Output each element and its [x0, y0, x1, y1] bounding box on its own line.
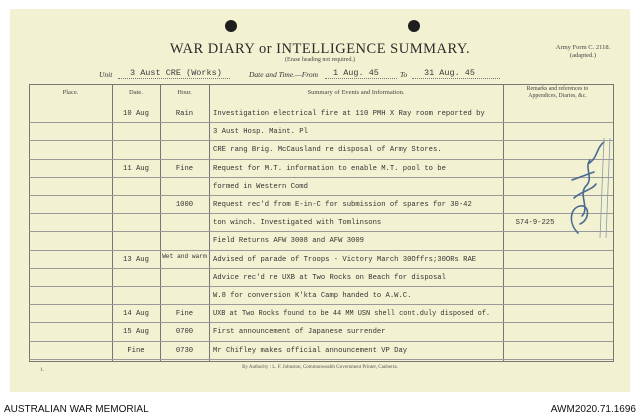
form-reference-line1: Army Form C. 2118. — [555, 44, 611, 51]
row-summary: formed in Western Comd — [213, 182, 308, 191]
page-number: 1. — [40, 367, 45, 373]
row-hour: 0700 — [175, 328, 194, 337]
row-summary: Advised of parade of Troops - Victory March 30Offrs;30ORs RAE — [213, 255, 477, 264]
from-dotline — [325, 78, 397, 79]
col-divider-date — [160, 84, 161, 361]
row-rule — [29, 286, 613, 287]
date-from-value: 1 Aug. 45 — [333, 68, 379, 78]
row-hour: Fine — [175, 164, 194, 173]
row-rule — [29, 195, 613, 196]
form-subtitle: (Erase heading not required.) — [285, 57, 355, 63]
row-hour: Fine — [175, 310, 194, 319]
to-dotline — [412, 78, 500, 79]
row-rule — [29, 231, 613, 232]
row-rule — [29, 250, 613, 251]
row-date: 10 Aug — [123, 110, 149, 118]
printer-notice: By Authority : L. F. Johnston, Commonwealth Government Printer, Canberra. — [242, 365, 398, 370]
row-date: 15 Aug — [123, 328, 149, 337]
header-hour: Hour. — [177, 89, 192, 96]
row-rule — [29, 341, 613, 342]
punch-hole-right — [408, 20, 420, 32]
handwritten-signature — [560, 128, 615, 243]
row-rule — [29, 177, 613, 178]
date-to-label: To — [400, 70, 408, 79]
row-hour: Rain — [175, 110, 194, 118]
row-summary: 3 Aust Hosp. Maint. Pl — [213, 128, 308, 137]
row-rule — [29, 122, 613, 123]
row-date: Fine — [127, 346, 145, 355]
row-summary: Request for M.T. information to enable M.T. pool to be — [213, 164, 446, 173]
unit-value: 3 Aust CRE (Works) — [130, 68, 222, 78]
unit-dotline — [118, 78, 230, 79]
row-rule — [29, 359, 613, 360]
row-summary: W.8 for conversion K'kta Camp handed to A.W.C. — [213, 292, 412, 300]
form-reference — [548, 44, 618, 60]
row-rule — [29, 304, 613, 305]
row-rule — [29, 140, 613, 141]
row-date: 13 Aug — [123, 255, 149, 264]
form-reference-line2: (adapted.) — [569, 52, 597, 59]
date-from-label: Date and Time.—From — [249, 70, 319, 79]
col-divider-place — [112, 84, 113, 361]
form-title: WAR DIARY or INTELLIGENCE SUMMARY. — [169, 41, 471, 57]
row-rule — [29, 268, 613, 269]
unit-label: Unit — [99, 70, 113, 79]
row-summary: CRE rang Brig. McCausland re disposal of Army Stores. — [213, 146, 442, 155]
row-date: 11 Aug — [123, 164, 149, 173]
row-hour: Wet and warm — [162, 252, 207, 260]
row-date: 14 Aug — [123, 310, 149, 319]
header-remarks-line1: Remarks and references to — [526, 86, 589, 92]
row-summary: Field Returns AFW 3008 and AFW 3009 — [213, 237, 364, 246]
caption-institution: AUSTRALIAN WAR MEMORIAL — [4, 404, 149, 415]
row-hour: 0730 — [175, 346, 194, 355]
row-hour: 1000 — [175, 201, 194, 209]
caption-accession-number: AWM2020.71.1696 — [550, 404, 636, 415]
row-summary: Advice rec'd re UXB at Two Rocks on Beach for disposal — [213, 273, 446, 282]
header-remarks-line2: Appendices, Diaries, &c. — [528, 93, 587, 99]
row-rule — [29, 322, 613, 323]
header-date: Date. — [129, 89, 143, 96]
row-summary: UXB at Two Rocks found to be 44 MM USN shell cont.duly disposed of. — [213, 310, 491, 319]
date-to-value: 31 Aug. 45 — [424, 68, 476, 78]
header-place: Place. — [62, 89, 79, 96]
row-summary: ton winch. Investigated with Tomlinsons — [213, 219, 382, 228]
row-remarks: S74-9-225 — [515, 219, 555, 228]
header-remarks — [503, 86, 612, 100]
row-summary: First announcement of Japanese surrender — [213, 328, 386, 337]
row-rule — [29, 159, 613, 160]
punch-hole-left — [225, 20, 237, 32]
row-summary: Request rec'd from E-in-C for submission of spares for 30-42 — [213, 201, 472, 209]
row-summary: Investigation electrical fire at 110 PMH X Ray room reported by — [213, 110, 485, 118]
col-divider-summary — [503, 84, 504, 361]
col-divider-hour — [209, 84, 210, 361]
header-summary: Summary of Events and Information. — [307, 89, 405, 96]
row-rule — [29, 213, 613, 214]
row-summary: Mr Chifley makes official announcement VP Day — [213, 346, 408, 355]
